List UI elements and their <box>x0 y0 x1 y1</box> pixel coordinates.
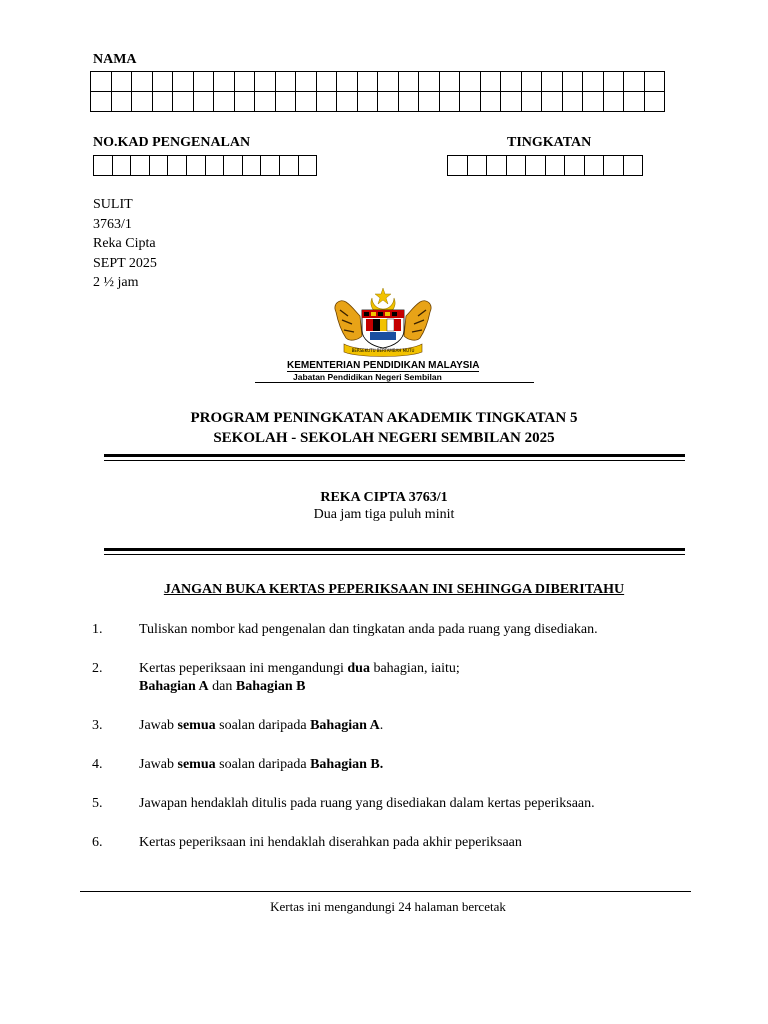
text-run: Kertas peperiksaan ini mengandungi <box>139 661 348 676</box>
input-box[interactable] <box>111 91 133 112</box>
subject-name: REKA CIPTA 3763/1 <box>320 490 448 505</box>
input-box[interactable] <box>480 71 502 92</box>
input-box[interactable] <box>205 155 225 176</box>
input-box[interactable] <box>398 91 420 112</box>
meta-code: 3763/1 <box>93 216 132 232</box>
input-box[interactable] <box>152 71 174 92</box>
input-box[interactable] <box>260 155 280 176</box>
input-box[interactable] <box>623 71 645 92</box>
instruction-number: 4. <box>92 757 103 772</box>
instruction-4 <box>92 756 712 776</box>
input-box[interactable] <box>418 71 440 92</box>
subject-duration: Dua jam tiga puluh minit <box>313 507 455 522</box>
input-box[interactable] <box>316 71 338 92</box>
tingkatan-input-grid[interactable] <box>447 155 642 175</box>
text-run: bahagian, iaitu; <box>369 661 460 676</box>
kad-label: NO.KAD PENGENALAN <box>93 135 251 150</box>
text-bold: Bahagian A <box>310 718 380 733</box>
divider-bottom-thin <box>104 554 685 555</box>
input-box[interactable] <box>506 155 527 176</box>
text-bold: semua <box>177 718 216 733</box>
input-box[interactable] <box>90 91 112 112</box>
grid-row <box>93 155 316 175</box>
instruction-3 <box>92 717 712 737</box>
divider-bottom-thick <box>104 548 685 551</box>
warning-text: JANGAN BUKA KERTAS PEPERIKSAAN INI SEHINGGA DIBERITAHU <box>163 582 625 597</box>
text-run: dan <box>208 679 236 694</box>
input-box[interactable] <box>541 91 563 112</box>
input-box[interactable] <box>603 155 624 176</box>
input-box[interactable] <box>295 71 317 92</box>
input-box[interactable] <box>623 155 644 176</box>
instruction-5 <box>92 795 712 815</box>
input-box[interactable] <box>564 155 585 176</box>
input-box[interactable] <box>295 91 317 112</box>
input-box[interactable] <box>582 71 604 92</box>
grid-row <box>447 155 642 175</box>
ministry-name: KEMENTERIAN PENDIDIKAN MALAYSIA <box>287 360 480 371</box>
kad-input-grid[interactable] <box>93 155 316 175</box>
input-box[interactable] <box>149 155 169 176</box>
meta-duration: 2 ½ jam <box>93 275 139 290</box>
input-box[interactable] <box>357 91 379 112</box>
text-bold: semua <box>177 757 216 772</box>
input-box[interactable] <box>213 71 235 92</box>
input-box[interactable] <box>439 71 461 92</box>
input-box[interactable] <box>275 91 297 112</box>
input-box[interactable] <box>486 155 507 176</box>
input-box[interactable] <box>357 71 379 92</box>
input-box[interactable] <box>480 91 502 112</box>
input-box[interactable] <box>131 71 153 92</box>
instruction-number: 6. <box>92 835 103 850</box>
input-box[interactable] <box>336 71 358 92</box>
input-box[interactable] <box>172 71 194 92</box>
input-box[interactable] <box>193 91 215 112</box>
instruction-2 <box>92 660 712 700</box>
grid-row <box>90 71 664 91</box>
instruction-text: Kertas peperiksaan ini hendaklah diserahkan pada akhir peperiksaan <box>139 835 522 850</box>
divider-top-thick <box>104 454 685 457</box>
instruction-number: 3. <box>92 718 103 733</box>
instruction-text <box>139 756 699 774</box>
input-box[interactable] <box>93 155 113 176</box>
input-box[interactable] <box>377 71 399 92</box>
text-run: Jawab <box>139 757 178 772</box>
text-bold: dua <box>347 661 370 676</box>
input-box[interactable] <box>275 71 297 92</box>
exam-meta <box>93 195 157 293</box>
input-box[interactable] <box>223 155 243 176</box>
program-title-line2: SEKOLAH - SEKOLAH NEGERI SEMBILAN 2025 <box>213 430 555 446</box>
input-box[interactable] <box>336 91 358 112</box>
department-rule <box>255 382 534 383</box>
input-box[interactable] <box>439 91 461 112</box>
department-name: Jabatan Pendidikan Negeri Sembilan <box>293 372 442 382</box>
meta-sulit: SULIT <box>93 197 133 212</box>
input-box[interactable] <box>242 155 262 176</box>
input-box[interactable] <box>541 71 563 92</box>
input-box[interactable] <box>234 71 256 92</box>
input-box[interactable] <box>562 91 584 112</box>
input-box[interactable] <box>90 71 112 92</box>
input-box[interactable] <box>459 91 481 112</box>
input-box[interactable] <box>316 91 338 112</box>
instruction-text: Jawapan hendaklah ditulis pada ruang yang disediakan dalam kertas peperiksaan. <box>139 796 595 811</box>
input-box[interactable] <box>459 71 481 92</box>
nama-input-grid[interactable] <box>90 71 664 111</box>
program-title-line1: PROGRAM PENINGKATAN AKADEMIK TINGKATAN 5 <box>190 410 578 426</box>
input-box[interactable] <box>447 155 468 176</box>
input-box[interactable] <box>500 91 522 112</box>
input-box[interactable] <box>562 71 584 92</box>
input-box[interactable] <box>584 155 605 176</box>
input-box[interactable] <box>130 155 150 176</box>
meta-date: SEPT 2025 <box>93 255 157 271</box>
input-box[interactable] <box>603 91 625 112</box>
input-box[interactable] <box>521 71 543 92</box>
input-box[interactable] <box>193 71 215 92</box>
input-box[interactable] <box>112 155 132 176</box>
text-run: soalan daripada <box>215 718 311 733</box>
instruction-number: 2. <box>92 661 103 676</box>
input-box[interactable] <box>418 91 440 112</box>
input-box[interactable] <box>500 71 522 92</box>
malaysia-coat-of-arms-icon <box>328 286 438 358</box>
input-box[interactable] <box>603 71 625 92</box>
input-box[interactable] <box>234 91 256 112</box>
instruction-number: 1. <box>92 622 103 637</box>
input-box[interactable] <box>131 91 153 112</box>
input-box[interactable] <box>186 155 206 176</box>
divider-top-thin <box>104 460 685 461</box>
input-box[interactable] <box>545 155 566 176</box>
text-run: . <box>379 718 384 733</box>
input-box[interactable] <box>152 91 174 112</box>
instruction-text: Tuliskan nombor kad pengenalan dan tingkatan anda pada ruang yang disediakan. <box>139 622 598 637</box>
text-bold: Bahagian B. <box>310 757 384 772</box>
input-box[interactable] <box>172 91 194 112</box>
instruction-6 <box>92 834 712 854</box>
tingkatan-label: TINGKATAN <box>507 135 592 150</box>
text-run: soalan daripada <box>215 757 311 772</box>
input-box[interactable] <box>644 91 666 112</box>
text-run: Jawab <box>139 718 178 733</box>
instruction-text <box>139 660 699 696</box>
input-box[interactable] <box>111 71 133 92</box>
input-box[interactable] <box>467 155 488 176</box>
instruction-number: 5. <box>92 796 103 811</box>
input-box[interactable] <box>254 71 276 92</box>
input-box[interactable] <box>644 71 666 92</box>
input-box[interactable] <box>398 71 420 92</box>
text-bold: Bahagian B <box>235 679 306 694</box>
footer-rule <box>80 891 691 892</box>
input-box[interactable] <box>623 91 645 112</box>
input-box[interactable] <box>254 91 276 112</box>
input-box[interactable] <box>279 155 299 176</box>
nama-label: NAMA <box>93 52 137 67</box>
input-box[interactable] <box>582 91 604 112</box>
input-box[interactable] <box>167 155 187 176</box>
instruction-text <box>139 717 699 735</box>
input-box[interactable] <box>521 91 543 112</box>
input-box[interactable] <box>298 155 318 176</box>
instruction-1 <box>92 621 712 641</box>
input-box[interactable] <box>377 91 399 112</box>
footer-page-count: Kertas ini mengandungi 24 halaman bercetak <box>270 899 506 914</box>
meta-subject: Reka Cipta <box>93 236 156 251</box>
grid-row <box>90 91 664 111</box>
input-box[interactable] <box>213 91 235 112</box>
input-box[interactable] <box>525 155 546 176</box>
text-bold: Bahagian A <box>139 679 209 694</box>
svg-text:BERSEKUTU BERTAMBAH MUTU: BERSEKUTU BERTAMBAH MUTU <box>351 348 415 353</box>
